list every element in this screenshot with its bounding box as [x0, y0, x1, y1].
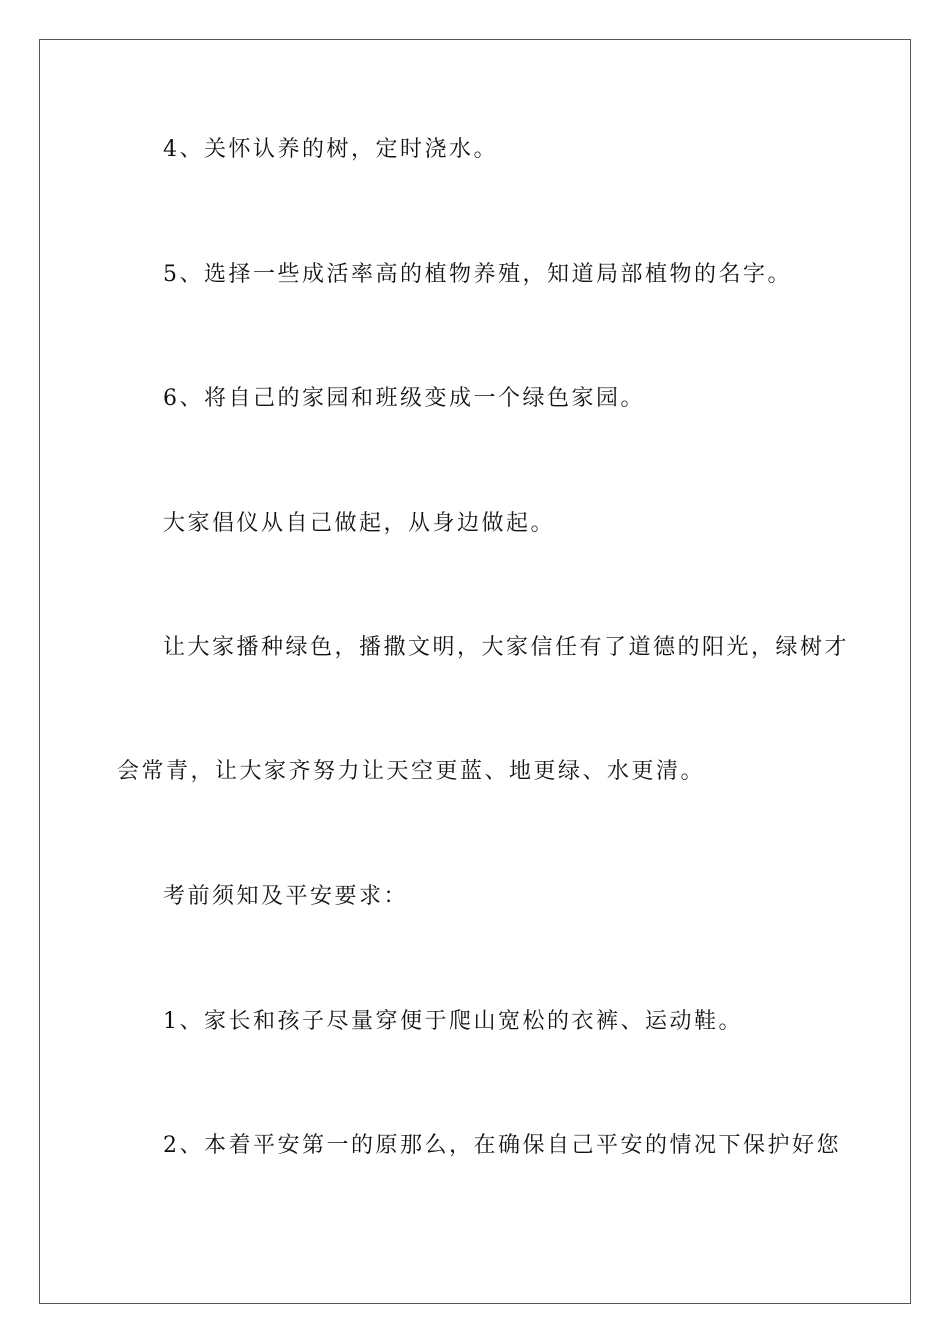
paragraph-call-line-2: 会常青，让大家齐努力让天空更蓝、地更绿、水更清。: [117, 759, 706, 784]
safety-item-2: 2、本着平安第一的原那么，在确保自己平安的情况下保护好您: [163, 1133, 841, 1158]
page-border: [39, 39, 911, 1304]
safety-item-1: 1、家长和孩子尽量穿便于爬山宽松的衣裤、运动鞋。: [163, 1009, 743, 1034]
list-item-4: 4、关怀认养的树，定时浇水。: [163, 137, 498, 162]
paragraph-call-line-1: 让大家播种绿色，播撒文明，大家信任有了道德的阳光，绿树才: [163, 635, 850, 660]
section-heading-safety: 考前须知及平安要求：: [163, 884, 409, 909]
list-item-6: 6、将自己的家园和班级变成一个绿色家园。: [163, 386, 645, 411]
list-item-5: 5、选择一些成活率高的植物养殖，知道局部植物的名字。: [163, 262, 792, 287]
paragraph-initiative: 大家倡仪从自己做起，从身边做起。: [163, 511, 556, 536]
